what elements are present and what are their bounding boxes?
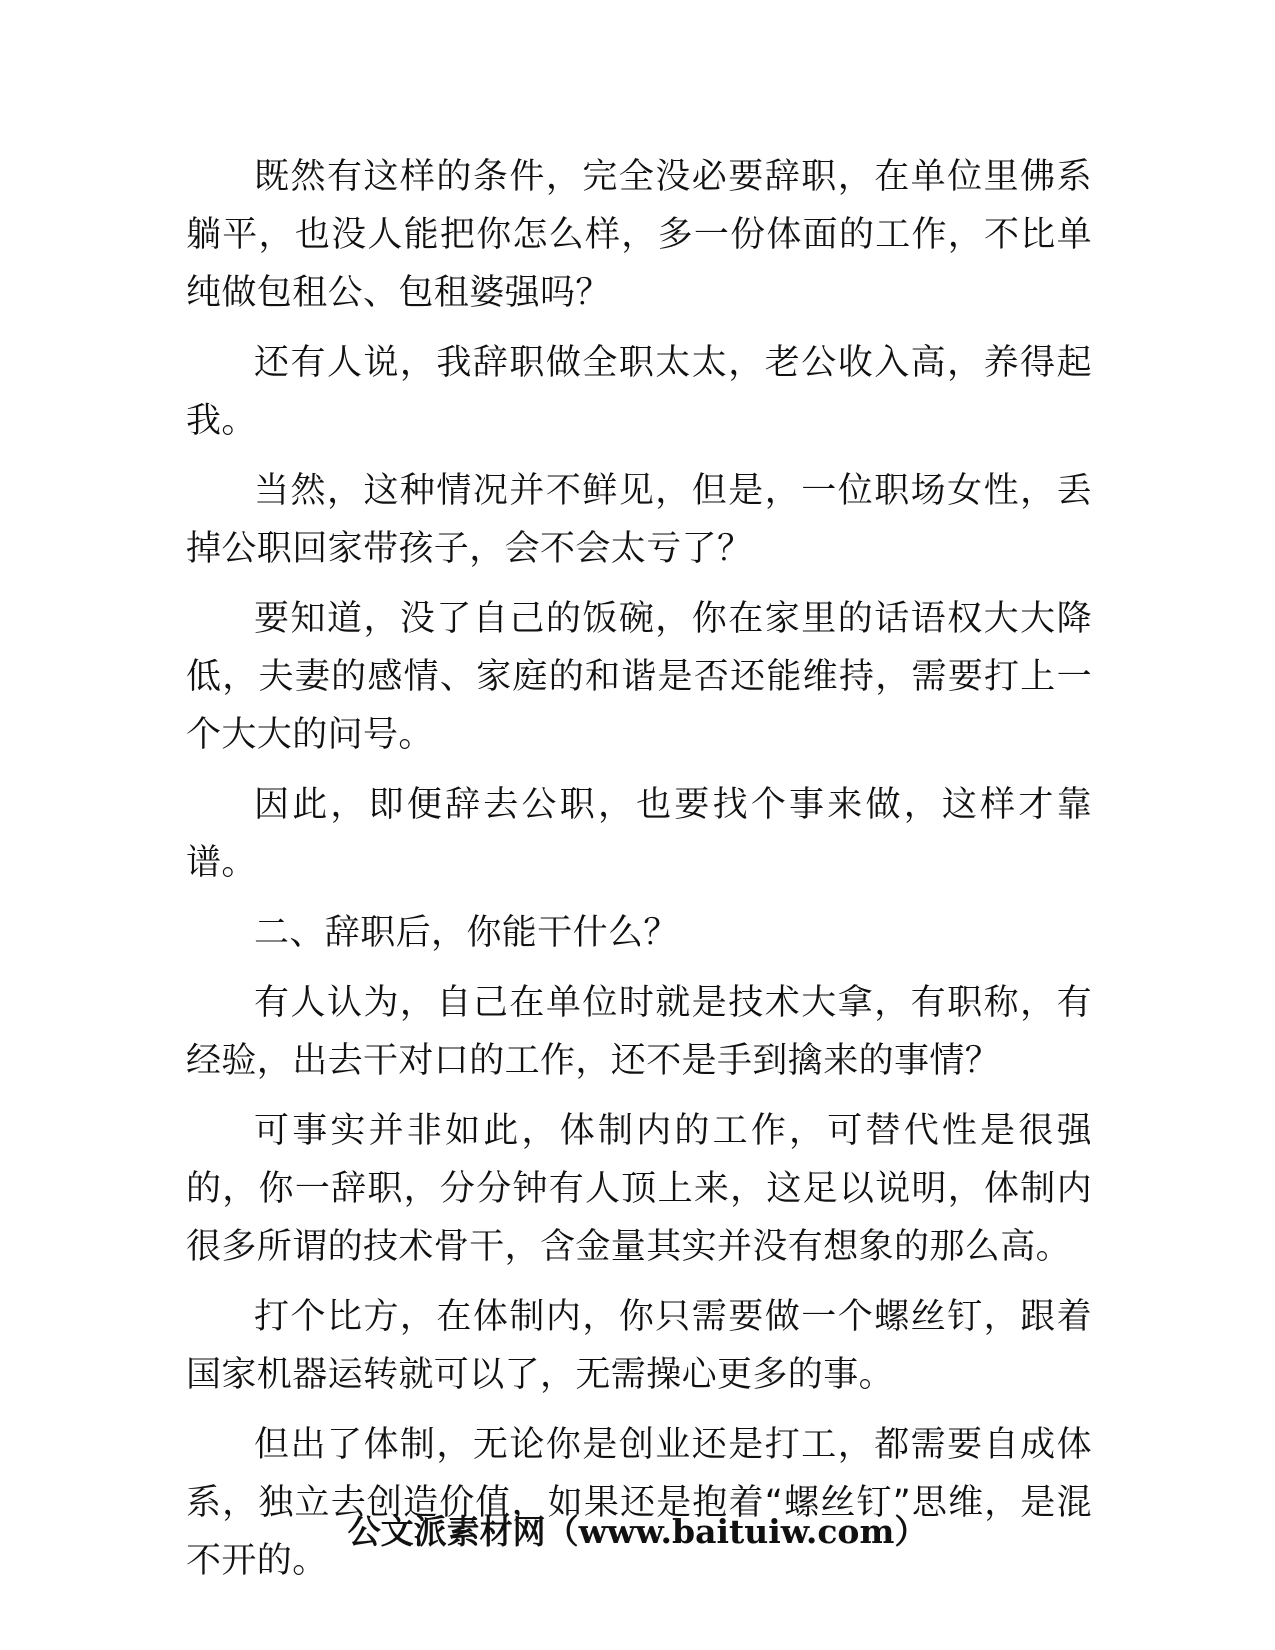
paragraph: 既然有这样的条件，完全没必要辞职，在单位里佛系躺平，也没人能把你怎么样，多一份体面的工作，不比单纯做包租公、包租婆强吗？ [186,157,1092,313]
section-heading: 二、辞职后，你能干什么？ [254,913,679,953]
paragraph: 因此，即便辞去公职，也要找个事来做，这样才靠谱。 [186,785,1092,883]
paragraph: 要知道，没了自己的饭碗，你在家里的话语权大大降低，夫妻的感情、家庭的和谐是否还能维持，需要打上一个大大的问号。 [186,599,1092,755]
page-footer-watermark: 公文派素材网（www.baituiw.com） [347,1512,928,1551]
paragraph: 有人认为，自己在单位时就是技术大拿，有职称，有经验，出去干对口的工作，还不是手到擒来的事情？ [186,983,1092,1081]
paragraph: 可事实并非如此，体制内的工作，可替代性是很强的，你一辞职，分分钟有人顶上来，这足以说明，体制内很多所谓的技术骨干，含金量其实并没有想象的那么高。 [186,1111,1092,1267]
paragraph: 但出了体制，无论你是创业还是打工，都需要自成体系，独立去创造价值，如果还是抱着“螺丝钉”思维，是混不开的。 [186,1425,1092,1581]
article-body [186,148,1092,1602]
paragraph: 还有人说，我辞职做全职太太，老公收入高，养得起我。 [186,343,1092,441]
paragraph: 当然，这种情况并不鲜见，但是，一位职场女性，丢掉公职回家带孩子，会不会太亏了？ [186,471,1092,569]
paragraph: 打个比方，在体制内，你只需要做一个螺丝钉，跟着国家机器运转就可以了，无需操心更多的事。 [186,1297,1092,1395]
